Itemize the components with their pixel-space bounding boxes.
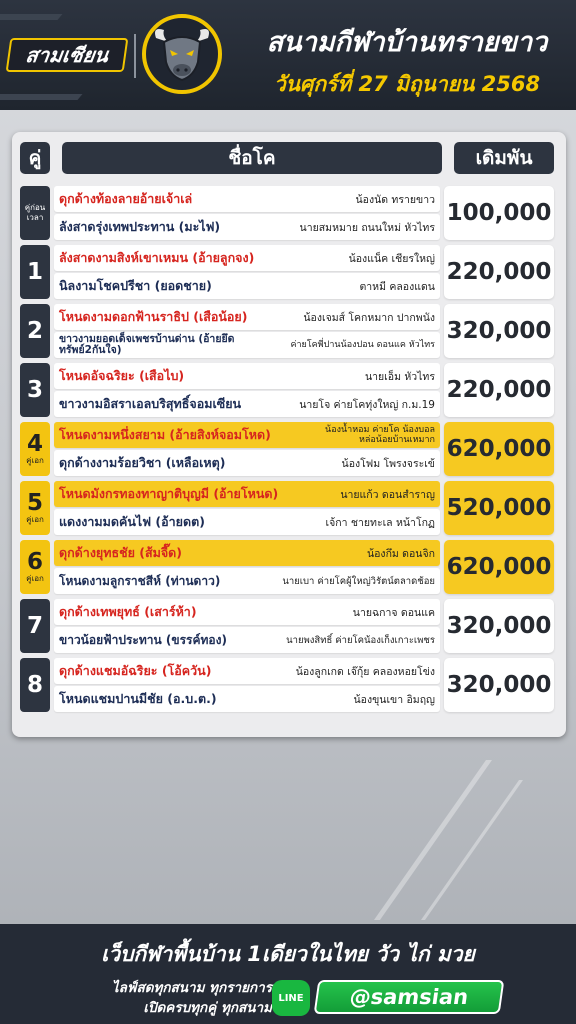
pre-time-label: คู่ก่อนเวลา (24, 203, 46, 222)
fighter-line (54, 450, 440, 476)
fighter-name: โหนดแชมปานมีชัย (อ.บ.ต.) (59, 691, 217, 706)
footer-line-2: เปิดครบทุกคู่ ทุกสนาม (143, 1000, 272, 1016)
brand-divider (134, 34, 136, 78)
pair-number: 4 (26, 431, 43, 457)
header (0, 0, 576, 110)
fighter-line (54, 391, 440, 417)
fighter-line (54, 568, 440, 594)
brand-logo-text (6, 38, 129, 72)
bet-amount: 320,000 (444, 658, 554, 712)
fighter-name: โหนดงามลูกราชสีห์ (ท่านดาว) (59, 573, 221, 588)
fighter-line (54, 363, 440, 389)
fighter-line (54, 627, 440, 653)
decor-streak (374, 760, 492, 920)
table-row-main (20, 540, 554, 594)
fighter-line (54, 599, 440, 625)
fighter-name: โหนดงามหนึ่งสยาม (อ้ายสิงห์จอมโหด) (59, 427, 271, 442)
bet-amount: 100,000 (444, 186, 554, 240)
names-cell (54, 481, 440, 535)
owner-name: น้องนัด ทรายขาว (355, 193, 435, 206)
fighter-name: ขาวงามอิสราเอลบริสุทธิ์จอมเซียน (59, 396, 242, 411)
owner-name: น้องลูกเกด เจ๊กุ้ย คลองหอยโข่ง (295, 665, 435, 678)
owner-name: ตาหมี คลองแดน (359, 280, 435, 293)
fighter-name: ขาวงามยอดเด็จเพชรบ้านด่าน (อ้ายยึดทรัพย์2กันใจ) (59, 333, 235, 356)
fighter-line (54, 481, 440, 507)
pair-cell (20, 304, 50, 358)
line-handle-button[interactable] (314, 980, 505, 1014)
fighter-name: โหนดอัจฉริยะ (เสือไบ) (59, 368, 185, 383)
bet-amount: 320,000 (444, 304, 554, 358)
table-row-main (20, 481, 554, 535)
fighter-name: ดุกด้างยุทธชัย (ส้มจี๊ด) (59, 545, 183, 560)
line-app-icon[interactable] (272, 980, 310, 1016)
owner-name: นายแก้ว ดอนสำราญ (340, 488, 435, 501)
pair-cell (20, 363, 50, 417)
main-pair-label: คู่เอก (26, 515, 44, 524)
main-pair-label: คู่เอก (26, 456, 44, 465)
pair-number: 5 (26, 490, 43, 516)
fighter-line (54, 214, 440, 240)
pair-cell (20, 599, 50, 653)
bet-amount: 620,000 (444, 540, 554, 594)
bet-amount: 320,000 (444, 599, 554, 653)
main-pair-label: คู่เอก (26, 574, 44, 583)
fighter-line (54, 304, 440, 330)
line-icon-label: LINE (278, 992, 304, 1004)
brand-name: สามเซียน (24, 43, 110, 67)
bet-amount: 220,000 (444, 245, 554, 299)
footer-line-1: ไลฟ์สดทุกสนาม ทุกรายการ (111, 980, 272, 996)
names-cell (54, 599, 440, 653)
table-row (20, 186, 554, 240)
pair-cell (20, 540, 50, 594)
owner-name: นายฉกาจ ดอนแค (352, 606, 435, 619)
fighter-name: ดุกด้างท้องลายอ้ายเจ้าเล่ (59, 191, 193, 206)
owner-name: น้องเจมส์ โคกหมาก ปากพนัง (303, 311, 435, 324)
bet-amount: 220,000 (444, 363, 554, 417)
bet-amount: 620,000 (444, 422, 554, 476)
fighter-line (54, 273, 440, 299)
table-row (20, 304, 554, 358)
fighter-line (54, 422, 440, 448)
decor-streak (421, 780, 523, 920)
table-row (20, 363, 554, 417)
bull-head-icon (142, 14, 222, 94)
owner-name: ค่ายโคพี่ปานน้องปอน ดอนแค หัวไทร (290, 340, 435, 350)
names-cell (54, 245, 440, 299)
fighter-line (54, 540, 440, 566)
bet-amount: 520,000 (444, 481, 554, 535)
pair-cell (20, 481, 50, 535)
names-cell (54, 363, 440, 417)
owner-name: น้องโฟม โพรงจระเข้ (341, 457, 435, 470)
page-title: สนามกีฬาบ้านทรายขาว (266, 27, 548, 58)
owner-name: นายสมหมาย ถนนใหม่ หัวไทร (299, 221, 435, 234)
fighter-name: ลังสาดรุ่งเทพประทาน (มะไฟ) (59, 219, 221, 234)
fighter-line (54, 186, 440, 212)
fighter-name: ดุกด้างงามร้อยวิชา (เหลือเหตุ) (59, 455, 226, 470)
table-row (20, 599, 554, 653)
owner-name: น้องขุนเขา อิมฤญ (353, 693, 435, 706)
owner-name: น้องกึม ดอนจิก (366, 547, 435, 560)
table-row-main (20, 422, 554, 476)
names-cell (54, 422, 440, 476)
footer (0, 924, 576, 1024)
owner-name: น้องแน็ค เชียรใหญ่ (348, 252, 435, 265)
table-row (20, 658, 554, 712)
event-date: วันศุกร์ที่ 27 มิถุนายน 2568 (273, 72, 541, 96)
fighter-name: ดุกด้างเทพยุทธ์ (เสาร์ห้า) (59, 604, 197, 619)
fighter-name: ขาวน้อยฟ้าประทาน (ขรรค์ทอง) (59, 632, 227, 647)
fighter-line (54, 509, 440, 535)
pair-number: 1 (26, 259, 43, 285)
pair-cell (20, 245, 50, 299)
owner-name: นายพงสิทธิ์ ค่ายโคน้องเก็งเกาะเพชร (286, 634, 435, 646)
footer-tagline: เว็บกีฬาพื้นบ้าน 1เดียวในไทย วัว ไก่ มวย (101, 942, 475, 966)
names-cell (54, 540, 440, 594)
fighter-name: ลังสาดงามสิงห์เขาเหมน (อ้ายลูกจง) (59, 250, 255, 265)
owner-name: นายโจ ค่ายโคทุ่งใหญ่ ก.ม.19 (299, 398, 435, 411)
header-name: ชื่อโค (62, 142, 442, 174)
fighter-name: ดุกด้างแชมอัฉริยะ (โอ้ควัน) (59, 663, 212, 678)
names-cell (54, 186, 440, 240)
fighter-line (54, 686, 440, 712)
pair-number: 8 (26, 672, 43, 698)
pair-number: 7 (26, 613, 43, 639)
fighter-name: โหนดงามดอกฟ้านราธิป (เสือน้อย) (59, 309, 248, 324)
fighter-line (54, 332, 440, 358)
owner-name: น้องน้ำหอม ค่ายโค น้องบอลหล่อน้อยบ้านเหมาก (325, 425, 435, 445)
names-cell (54, 658, 440, 712)
owner-name: นายเบา ค่ายโคผู้ใหญ่วิรัตน์ตลาดช้อย (282, 575, 435, 587)
pair-cell (20, 186, 50, 240)
fighter-line (54, 245, 440, 271)
names-cell (54, 304, 440, 358)
pair-number: 2 (26, 318, 43, 344)
fighter-name: แดงงามมดคันไฟ (อ้ายดต) (59, 514, 205, 529)
pair-number: 6 (26, 549, 43, 575)
owner-name: เจ้กา ชายทะเล หน้าโกฏ (325, 516, 435, 529)
header-bet: เดิมพัน (454, 142, 554, 174)
table-row (20, 245, 554, 299)
owner-name: นายเอ็ม หัวไทร (364, 370, 435, 383)
fighter-line (54, 658, 440, 684)
pair-cell (20, 658, 50, 712)
line-handle-text: @samsian (348, 985, 470, 1009)
fighter-name: โหนดมังกรทองทาญาติบุญมี (อ้ายโหนด) (59, 486, 279, 501)
header-pair: คู่ (20, 142, 50, 174)
fight-table (12, 132, 566, 737)
pair-number: 3 (26, 377, 43, 403)
pair-cell (20, 422, 50, 476)
fighter-name: นิลงามโชคปรีชา (ยอดชาย) (59, 278, 212, 293)
